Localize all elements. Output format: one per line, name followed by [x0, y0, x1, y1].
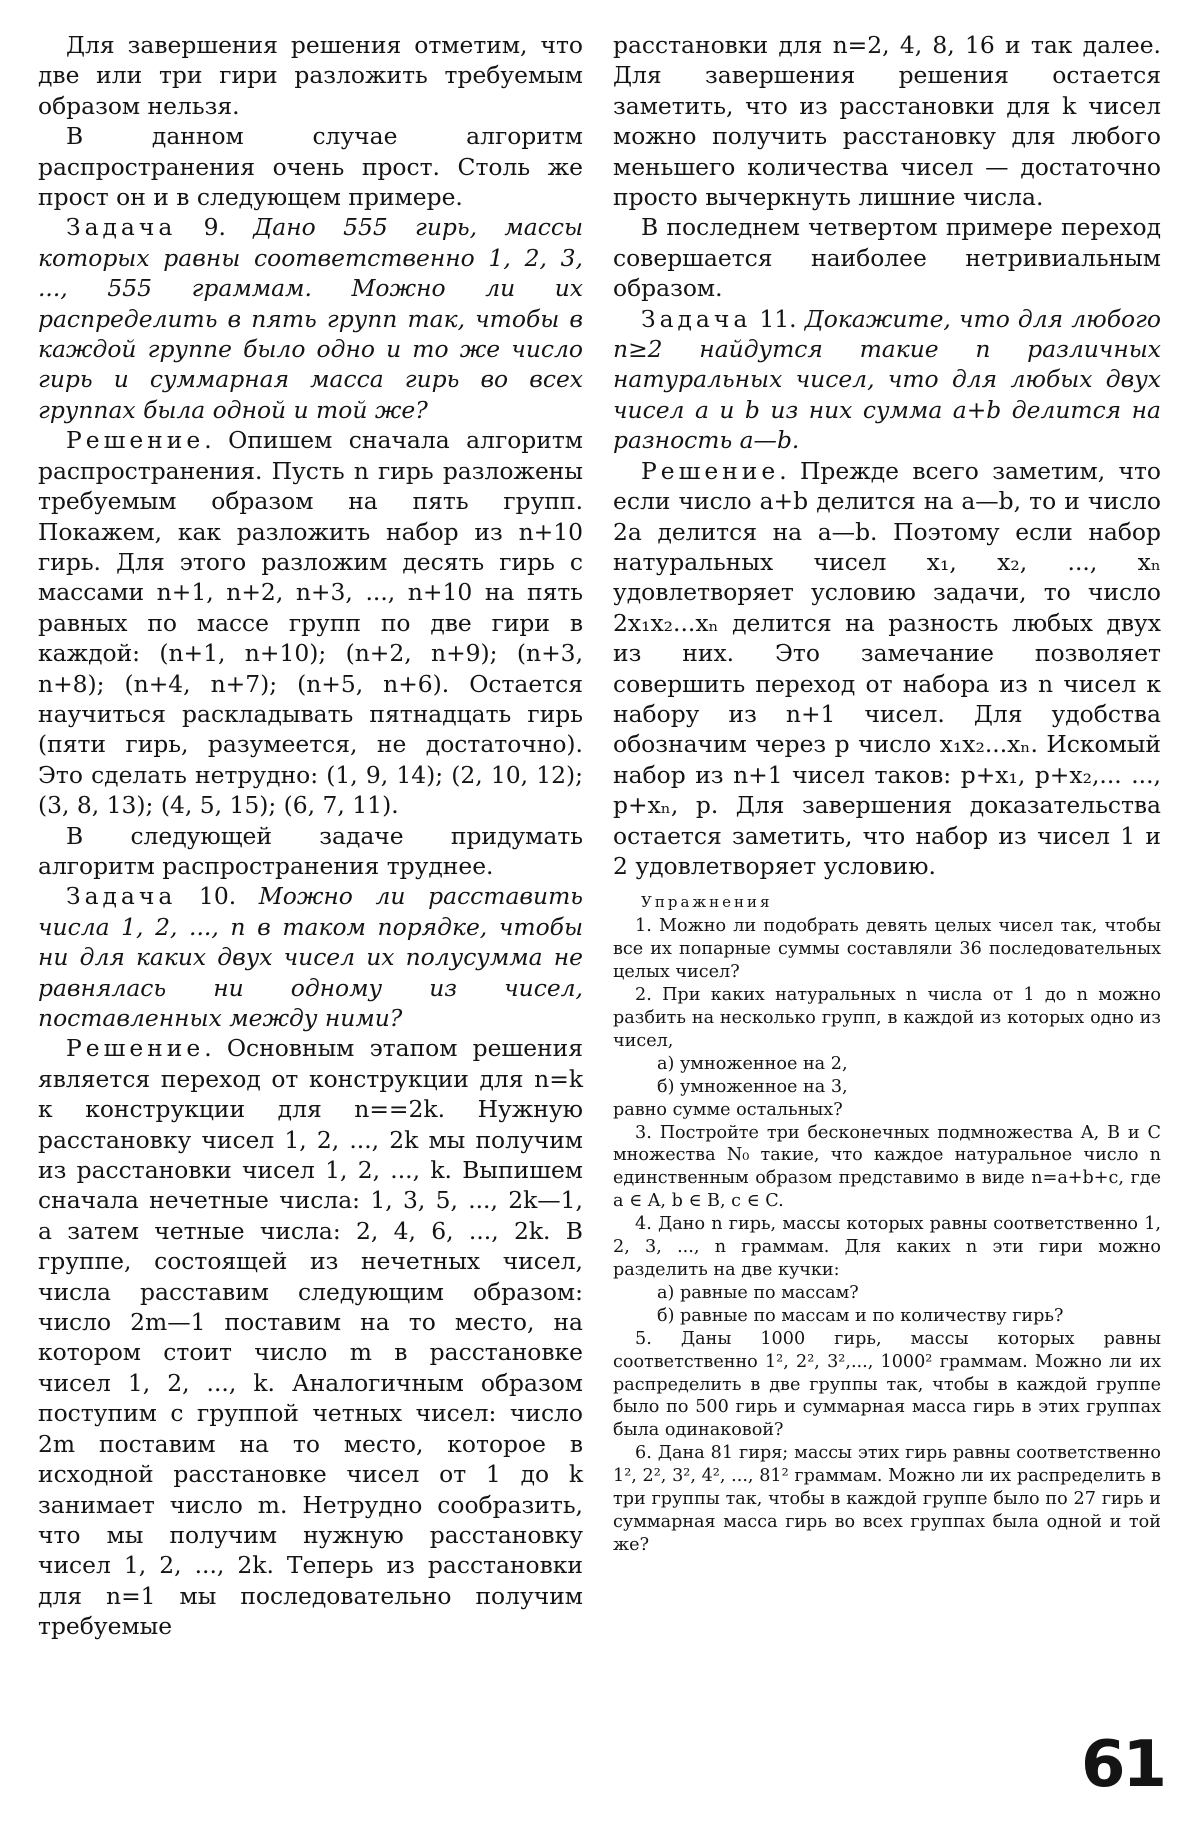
- exercise-item: 2. При каких натуральных n числа от 1 до n можно разбить на несколько групп, в каждой из которых одно из чисел,: [613, 985, 1161, 1051]
- problem-label: Задача: [641, 304, 752, 333]
- solution-text: Прежде всего заметим, что если число a+b делится на a—b, то и число 2a делится на a—b. Поэтому если набор натуральных чисел x₁, x₂, ..., xₙ удовлетворяет условию задачи, то число 2x₁x₂...xₙ делится на разность любых двух из них. Это замечание позволяет совершить переход от набора из n чисел к набору из n+1 чисел. Для удобства обозначим через p число x₁x₂...xₙ. Искомый набор из n+1 чисел таков: p+x₁, p+x₂,... ..., p+xₙ, p. Для завершения доказательства остается заметить, что набор из чисел 1 и 2 удовлетворяет условию.: [613, 456, 1161, 880]
- solution-text: Опишем сначала алгоритм распространения. Пусть n гирь разложены требуемым образом на пять групп. Покажем, как разложить набор из n+10 гирь. Для этого разложим десять гирь с массами n+1, n+2, n+3, ..., n+10 на пять равных по массе групп по две гири в каждой: (n+1, n+10); (n+2, n+9); (n+3, n+8); (n+4, n+7); (n+5, n+6). Остается научиться раскладывать пятнадцать гирь (пяти гирь, разумеется, не достаточно). Это сделать нетрудно: (1, 9, 14); (2, 10, 12); (3, 8, 13); (4, 5, 15); (6, 7, 11).: [38, 426, 583, 820]
- paragraph: В данном случае алгоритм распространения очень прост. Столь же прост он и в следующем примере.: [38, 122, 583, 212]
- page-number: 61: [1080, 1728, 1164, 1802]
- problem-statement: Дано 555 гирь, массы которых равны соответственно 1, 2, 3, ..., 555 граммам. Можно ли их распределить в пять групп так, чтобы в каждой группе было одно и то же число гирь и суммарная масса гирь во всех группах была одной и той же?: [38, 213, 584, 424]
- problem-number: 11.: [751, 304, 805, 333]
- exercise-item: 5. Даны 1000 гирь, массы которых равны соответственно 1², 2², 3²,..., 1000² граммам. Можно ли их распределить в две группы так, чтобы в каждой группе было по 500 гирь и суммарная масса гирь в этих группах была одинаковой?: [613, 1328, 1161, 1441]
- solution-dot: .: [779, 456, 801, 485]
- paragraph: В следующей задаче придумать алгоритм распространения труднее.: [38, 821, 583, 880]
- problem-10: [38, 881, 583, 1033]
- exercise-subitem: а) умноженное на 2,: [657, 1053, 848, 1074]
- problem-statement: Можно ли расставить числа 1, 2, ..., n в таком порядке, чтобы ни для каких двух чисел их полусумма не равнялась ни одному из чисел, поставленных между ними?: [38, 882, 583, 1032]
- exercise-item: 1. Можно ли подобрать девять целых чисел так, чтобы все их попарные суммы составляли 36 последовательных целых чисел?: [613, 916, 1161, 983]
- exercise-item-continuation: равно сумме остальных?: [613, 1099, 843, 1120]
- problem-label: Задача: [66, 213, 177, 242]
- exercise-item: 6. Дана 81 гиря; массы этих гирь равны соответственно 1², 2², 3², 4², ..., 81² граммам. Можно ли их распределить в три группы так, чтобы в каждой группе было по 27 гирь и суммарная масса гирь во всех группах была одной и той же?: [613, 1443, 1161, 1555]
- left-column: [38, 30, 583, 1642]
- problem-statement: Докажите, что для любого n≥2 найдутся такие n различных натуральных чисел, что для любых двух чисел a и b из них сумма a+b делится на разность a—b.: [613, 304, 1161, 455]
- problem-9: [38, 212, 583, 425]
- exercise-subitem: б) умноженное на 3,: [657, 1076, 848, 1097]
- exercise-item: 4. Дано n гирь, массы которых равны соответственно 1, 2, 3, ..., n граммам. Для каких n эти гири можно разделить на две кучки:: [613, 1214, 1161, 1280]
- paragraph: В последнем четвертом примере переход совершается наиболее нетривиальным образом.: [613, 213, 1161, 303]
- problem-11: [613, 304, 1161, 456]
- problem-number: 9.: [176, 213, 254, 242]
- paragraph: Для завершения решения отметим, что две или три гири разложить требуемым образом нельзя.: [38, 31, 583, 120]
- problem-number: 10.: [176, 882, 259, 911]
- right-column: [613, 30, 1161, 1557]
- solution-10: [38, 1033, 583, 1641]
- solution-label: Решение: [66, 1034, 205, 1063]
- exercise-item: 3. Постройте три бесконечных подмножества A, B и C множества N₀ такие, что каждое натуральное число n единственным образом представимо в виде n=a+b+c, где a ∈ A, b ∈ B, c ∈ C.: [613, 1122, 1161, 1212]
- solution-11: [613, 456, 1161, 882]
- exercises-heading: Упражнения: [641, 893, 773, 912]
- solution-label: Решение: [641, 456, 780, 485]
- exercise-subitem: а) равные по массам?: [657, 1282, 859, 1303]
- solution-label: Решение: [66, 426, 205, 455]
- solution-9: [38, 425, 583, 820]
- problem-label: Задача: [66, 882, 177, 911]
- exercises-section: [613, 893, 1161, 1556]
- paragraph: расстановки для n=2, 4, 8, 16 и так далее. Для завершения решения остается заметить, что из расстановки для k чисел можно получить расстановку для любого меньшего количества чисел — достаточно просто вычеркнуть лишние числа.: [613, 31, 1161, 212]
- solution-dot: .: [204, 426, 229, 455]
- exercise-subitem: б) равные по массам и по количеству гирь?: [657, 1305, 1064, 1326]
- solution-text: Основным этапом решения является переход от конструкции для n=k к конструкции для n==2k. Нужную расстановку чисел 1, 2, ..., 2k мы получим из расстановки чисел 1, 2, ..., k. Выпишем сначала нечетные числа: 1, 3, 5, ..., 2k—1, а затем четные числа: 2, 4, 6, ..., 2k. В группе, состоящей из нечетных чисел, числа расставим следующим образом: число 2m—1 поставим на то место, на котором стоит число m в расстановке чисел 1, 2, ..., k. Аналогичным образом поступим с группой четных чисел: число 2m поставим на то место, которое в исходной расстановке чисел от 1 до k занимает число m. Нетрудно сообразить, что мы получим нужную расстановку чисел 1, 2, ..., 2k. Теперь из расстановки для n=1 мы последовательно получим требуемые: [38, 1034, 583, 1641]
- solution-dot: .: [204, 1034, 227, 1063]
